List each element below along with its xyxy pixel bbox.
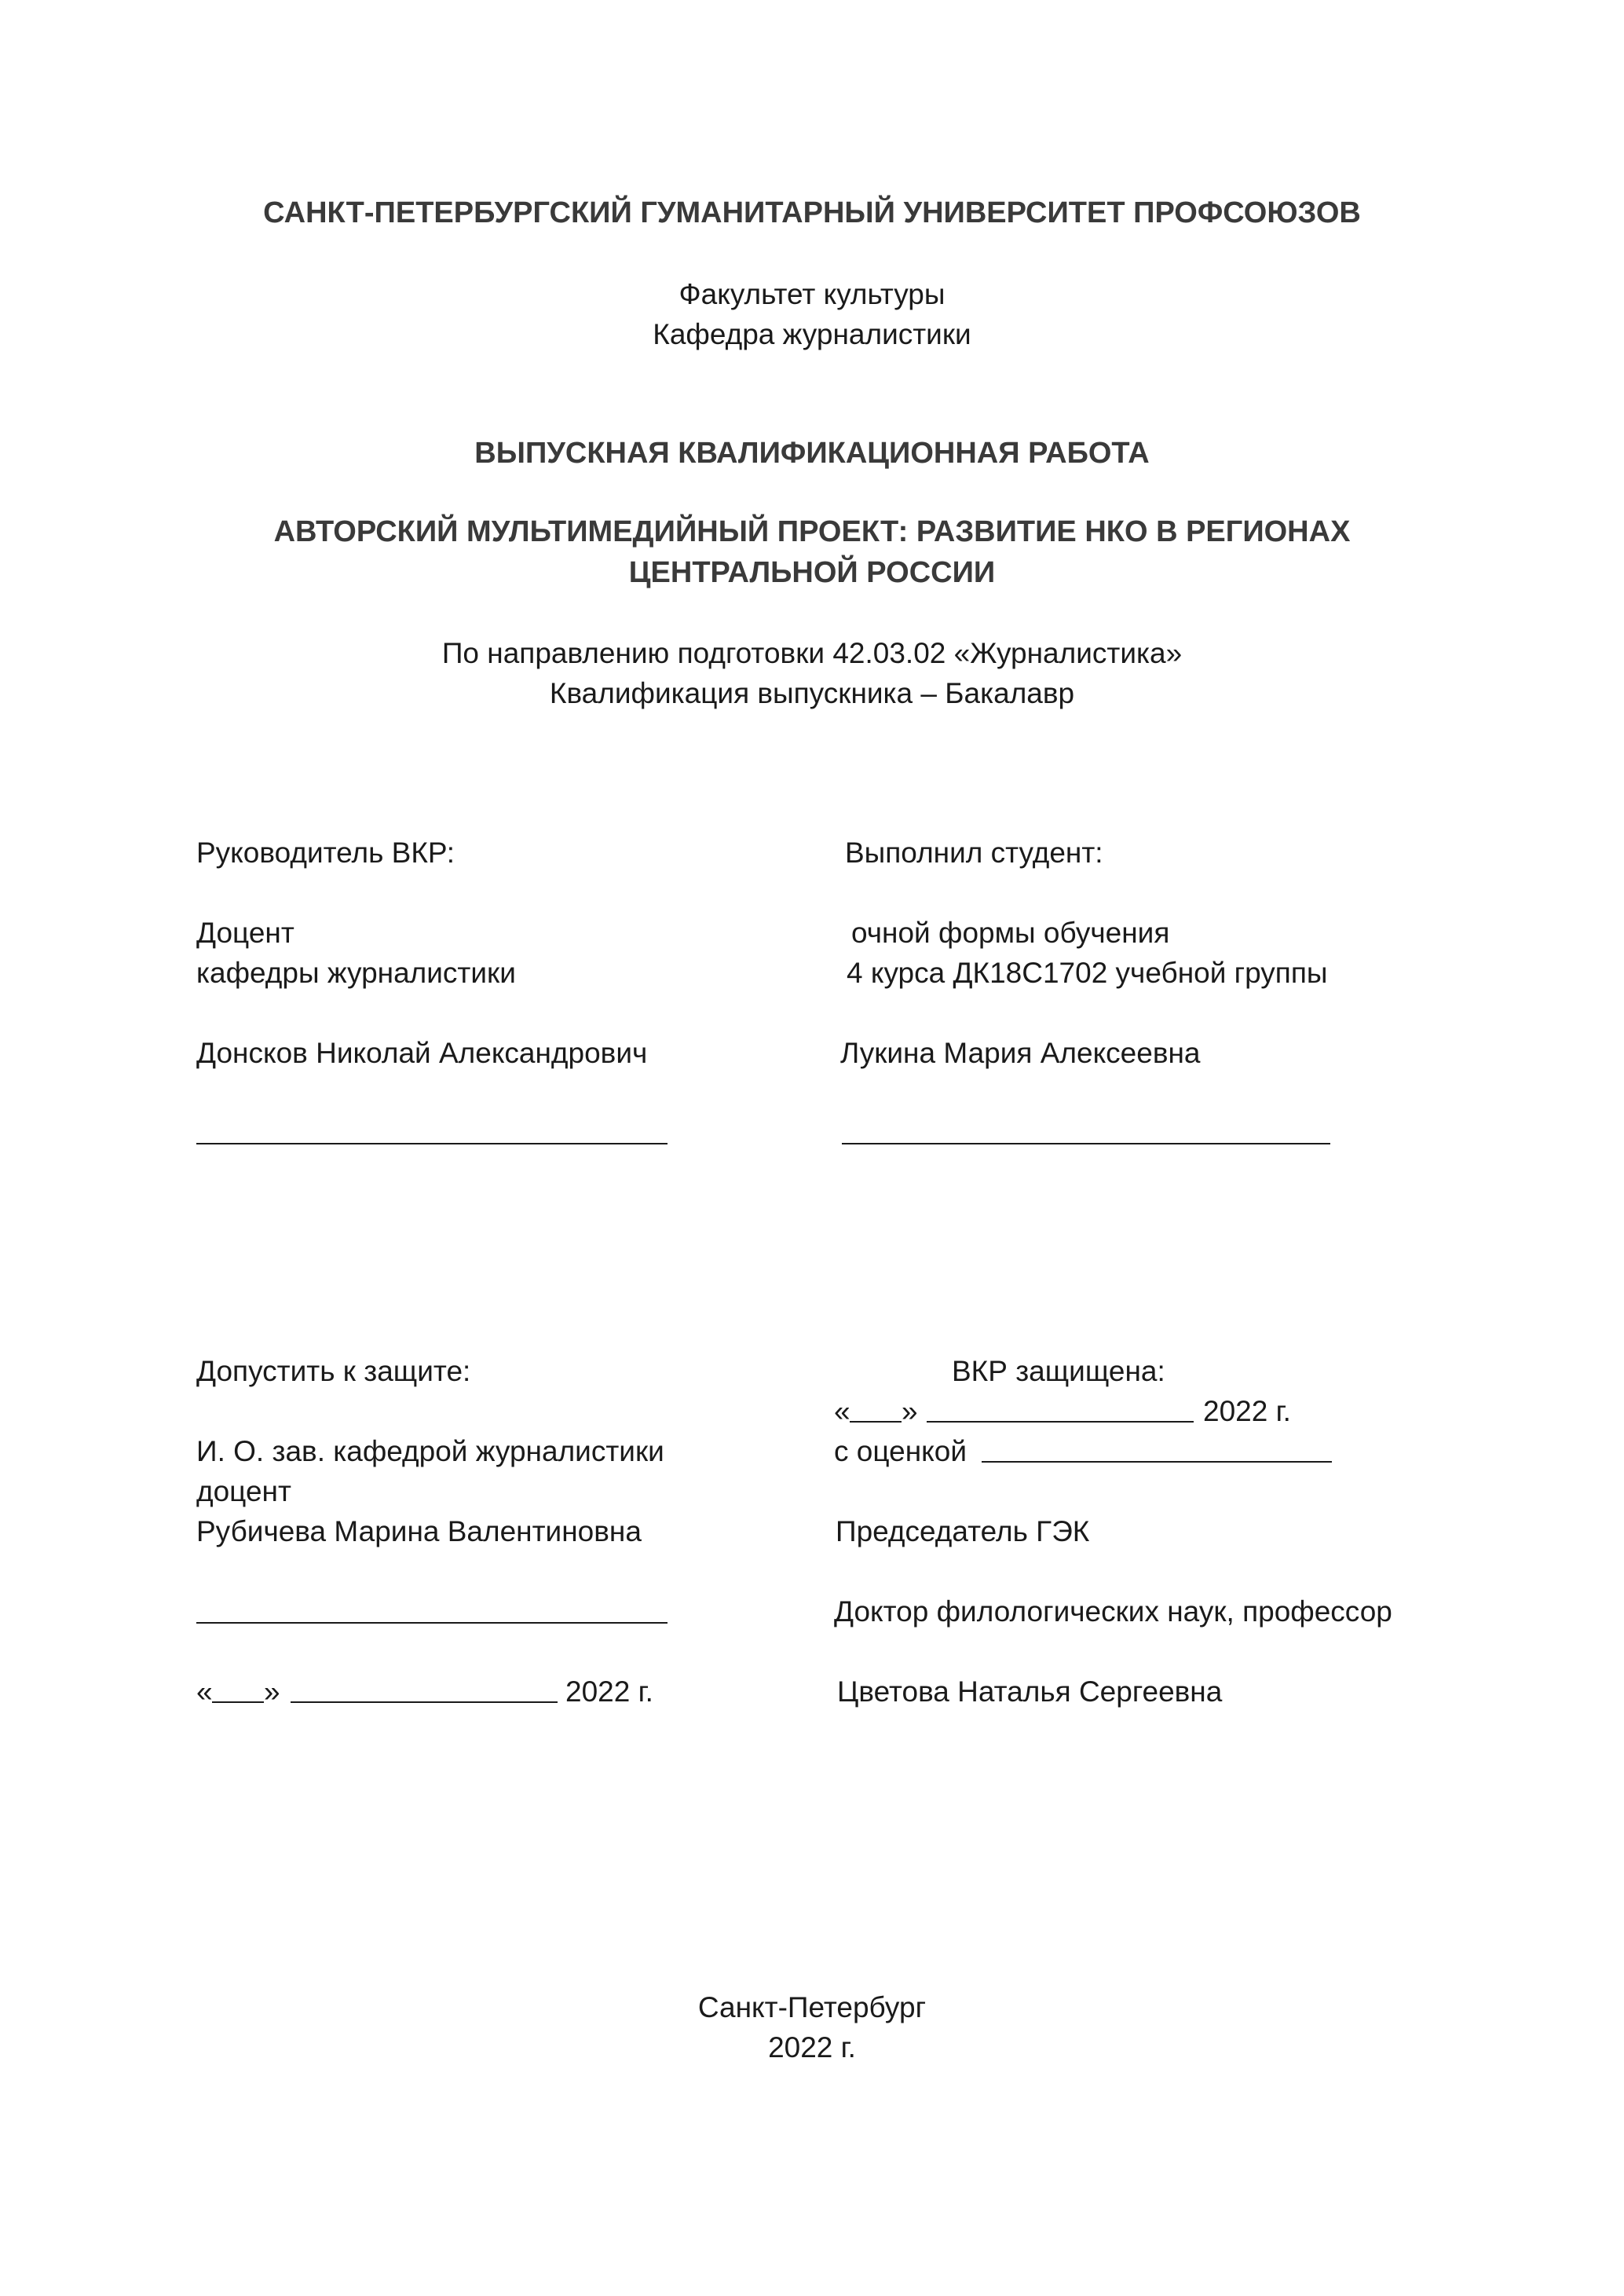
footer-city: Санкт-Петербург bbox=[697, 1991, 927, 2023]
admission-date-close-quote: » bbox=[264, 1675, 280, 1708]
admission-name: Рубичева Марина Валентиновна bbox=[196, 1515, 642, 1547]
student-heading: Выполнил студент: bbox=[845, 837, 1103, 869]
student-study-form: очной формы обучения bbox=[851, 917, 1170, 949]
qualification: Квалификация выпускника – Бакалавр bbox=[549, 677, 1075, 709]
admission-date-open-quote: « bbox=[196, 1675, 213, 1708]
supervisor-position-line2: кафедры журналистики bbox=[196, 957, 516, 989]
admission-year: 2022 г. bbox=[565, 1675, 653, 1708]
defense-chair-name: Цветова Наталья Сергеевна bbox=[837, 1675, 1223, 1708]
university-name: САНКТ-ПЕТЕРБУРГСКИЙ ГУМАНИТАРНЫЙ УНИВЕРСИТЕТ ПРОФСОЮЗОВ bbox=[263, 196, 1361, 229]
admission-position-line2: доцент bbox=[196, 1475, 291, 1507]
defense-month-blank bbox=[927, 1421, 1194, 1423]
defense-date-open-quote: « bbox=[834, 1395, 850, 1427]
student-group: 4 курса ДК18С1702 учебной группы bbox=[847, 957, 1328, 989]
faculty-name: Факультет культуры bbox=[678, 278, 946, 310]
defense-date-close-quote: » bbox=[902, 1395, 918, 1427]
student-name: Лукина Мария Алексеевна bbox=[840, 1037, 1201, 1069]
admission-signature-line bbox=[196, 1622, 668, 1624]
work-title-line2: ЦЕНТРАЛЬНОЙ РОССИИ bbox=[628, 556, 996, 589]
defense-grade-label: с оценкой bbox=[834, 1435, 967, 1467]
supervisor-signature-line bbox=[196, 1143, 668, 1144]
defense-heading: ВКР защищена: bbox=[952, 1355, 1165, 1387]
admission-heading: Допустить к защите: bbox=[196, 1355, 471, 1387]
defense-chair-label: Председатель ГЭК bbox=[836, 1515, 1090, 1547]
supervisor-position-line1: Доцент bbox=[196, 917, 294, 949]
supervisor-heading: Руководитель ВКР: bbox=[196, 837, 455, 869]
department-name: Кафедра журналистики bbox=[653, 318, 971, 350]
defense-chair-degree: Доктор филологических наук, профессор bbox=[834, 1595, 1392, 1628]
footer-year: 2022 г. bbox=[768, 2031, 856, 2063]
work-type: ВЫПУСКНАЯ КВАЛИФИКАЦИОННАЯ РАБОТА bbox=[474, 437, 1150, 470]
defense-day-blank bbox=[850, 1421, 902, 1423]
supervisor-name: Донсков Николай Александрович bbox=[196, 1037, 648, 1069]
admission-day-blank bbox=[212, 1701, 264, 1703]
admission-month-blank bbox=[291, 1701, 558, 1703]
student-signature-line bbox=[842, 1143, 1330, 1144]
admission-position-line1: И. О. зав. кафедрой журналистики bbox=[196, 1435, 664, 1467]
study-direction: По направлению подготовки 42.03.02 «Журналистика» bbox=[441, 637, 1183, 669]
defense-year: 2022 г. bbox=[1203, 1395, 1291, 1427]
defense-grade-blank bbox=[982, 1461, 1332, 1463]
work-title-line1: АВТОРСКИЙ МУЛЬТИМЕДИЙНЫЙ ПРОЕКТ: РАЗВИТИЕ НКО В РЕГИОНАХ bbox=[273, 515, 1351, 548]
